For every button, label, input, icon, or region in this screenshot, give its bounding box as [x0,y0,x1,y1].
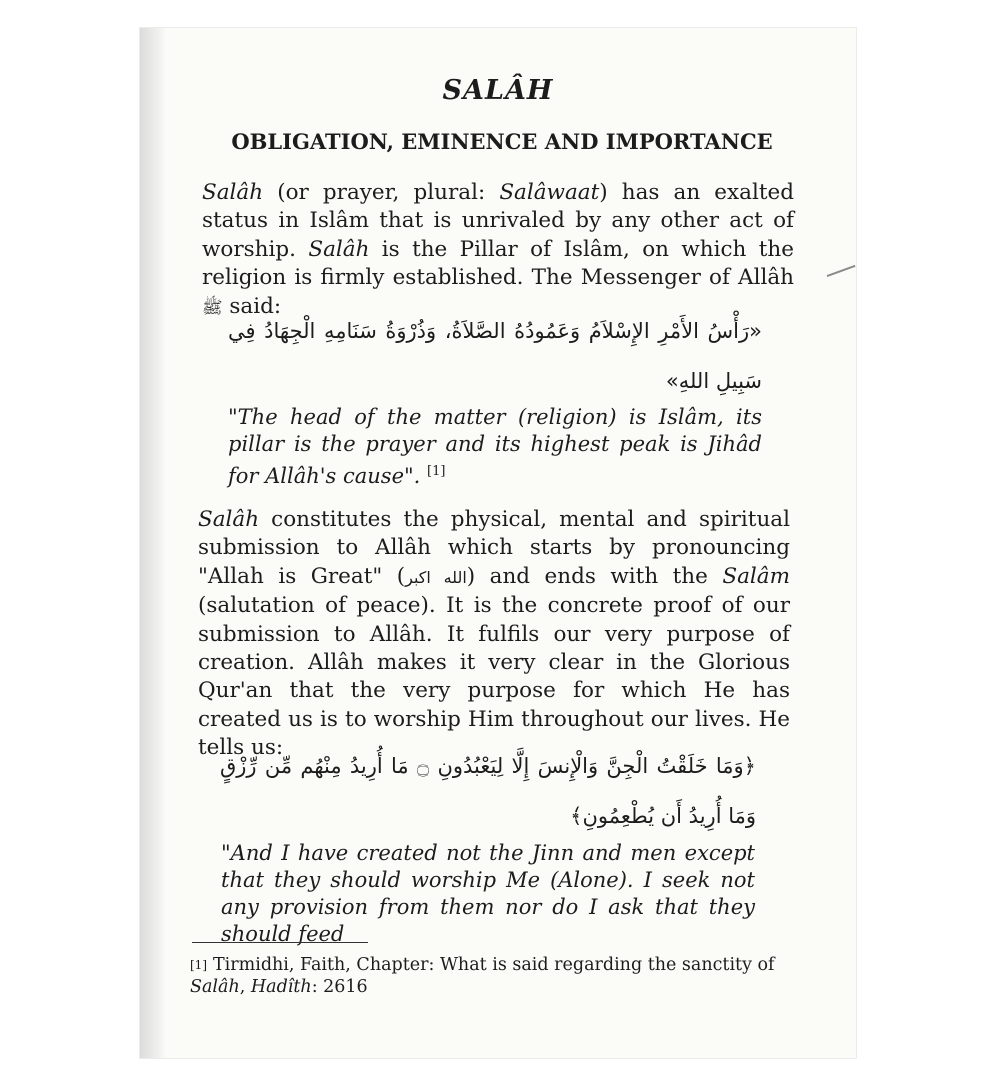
footnote: [1] Tirmidhi, Faith, Chapter: What is said regarding the sanctity of Salâh, Hadîth: 2616 [190,955,775,997]
paragraph-intro: Salâh (or prayer, plural: Salâwaat) has an exalted status in Islâm that is unrivaled by any other act of worship. Salâh is the Pillar of Islâm, on which the religion is firmly established. The Messenger of Allâh ﷺ said: [202,180,794,319]
arabic-hadith: «رَأْسُ الأَمْرِ الإِسْلاَمُ وَعَمُودُهُ الصَّلاَةُ، وَذُرْوَةُ سَنَامِهِ الْجِهَادُ فِي سَبِيلِ اللهِ» [228,319,762,393]
footnote-divider [192,942,368,943]
book-page [140,28,856,1058]
term-salawaat: Salâwaat [499,180,600,205]
section-heading: OBLIGATION, EMINENCE AND IMPORTANCE [231,129,773,154]
footnote-mark: [1] [190,958,207,972]
arabic-takbir: الله اكبر [405,567,467,587]
hadith-translation: "The head of the matter (religion) is Islâm, its pillar is the prayer and its highest peak is Jihâd for Allâh's cause". [1] [228,405,762,488]
verse-translation: "And I have created not the Jinn and men except that they should worship Me (Alone). I seek not any provision from them nor do I ask that they should feed [221,841,755,946]
page-title: SALÂH [442,75,554,106]
pbuh-glyph: ﷺ [202,297,223,318]
term-salah: Salâh [198,507,260,532]
footnote-reference: [1] [427,464,446,479]
term-salam: Salâm [722,563,790,589]
page-gutter-shadow [140,28,166,1058]
paragraph-submission: Salâh constitutes the physical, mental and spiritual submission to Allâh which starts by pronouncing "Allah is Great" (الله اكبر) and ends with the Salâm (salutation of peace). It is the concrete proof of our submission to Allâh. It fulfils our very purpose of creation. Allâh makes it very clear in the Glorious Qur'an that the very purpose for which He has created us is to worship Him throughout our lives. He tells us: [198,507,790,761]
arabic-quran-verse: ﴿وَمَا خَلَقْتُ الْجِنَّ وَالْإِنسَ إِلَّا لِيَعْبُدُونِ ۝ مَا أُرِيدُ مِنْهُم مِّن رِّزْقٍ وَمَا أُرِيدُ أَن يُطْعِمُونِ﴾ [220,754,756,828]
term-salah: Salâh [308,236,370,262]
term-salah: Salâh [202,180,264,205]
